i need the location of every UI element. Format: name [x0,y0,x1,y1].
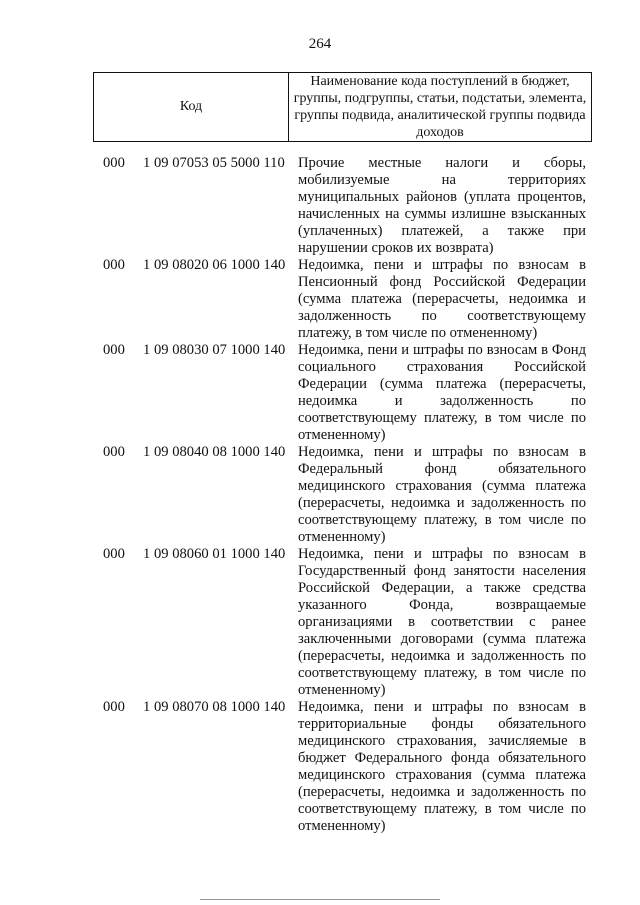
row-prefix: 000 [103,444,125,460]
row-description: Недоимка, пени и штрафы по взносам в Пенсионный фонд Российской Федерации (сумма платежа (перерасчеты, недоимка и задолженность по соответствующему платежу, в том числе по отмененному) [298,257,586,341]
table-row [0,257,640,342]
row-description: Недоимка, пени и штрафы по взносам в Фонд социального страхования Российской Федерации (сумма платежа (перерасчеты, недоимка и задолженность по соответствующему платежу, в том числе по отмененному) [298,342,586,443]
column-header-code: Код [94,73,289,142]
row-code: 1 09 08070 08 1000 140 [143,699,286,715]
table-row [0,342,640,444]
page-number: 264 [308,36,332,52]
scan-edge-line [200,899,440,900]
table-row [0,444,640,546]
table-row [0,155,640,257]
row-prefix: 000 [103,699,125,715]
column-header-name: Наименование кода поступлений в бюджет, группы, подгруппы, статьи, подстатьи, элемента, группы подвида, аналитической группы подвида доходов [289,73,592,142]
row-description: Недоимка, пени и штрафы по взносам в Федеральный фонд обязательного медицинского страхования (сумма платежа (перерасчеты, недоимка и задолженность по соответствующему платежу, в том числе по отмененному) [298,444,586,545]
table-row [0,546,640,699]
row-description: Недоимка, пени и штрафы по взносам в территориальные фонды обязательного медицинского страхования, зачисляемые в бюджет Федерального фонда обязательного медицинского страхования (сумма платежа (перерасчеты, недоимка и задолженность по соответствующему платежу, в том числе по отмененному) [298,699,586,834]
row-code: 1 09 08040 08 1000 140 [143,444,286,460]
row-description: Прочие местные налоги и сборы, мобилизуемые на территориях муниципальных районов (уплата процентов, начисленных на суммы излишне взысканных (уплаченных) платежей, а также при нарушении сроков их возврата) [298,155,586,256]
row-code: 1 09 08060 01 1000 140 [143,546,286,562]
row-prefix: 000 [103,155,125,171]
table-header [93,72,592,142]
row-description: Недоимка, пени и штрафы по взносам в Государственный фонд занятости населения Российской Федерации, а также средства указанного Фонда, возвращаемые организациями в соответствии с ранее заключенными договорами (сумма платежа (перерасчеты, недоимка и задолженность по соответствующему платежу, в том числе по отмененному) [298,546,586,698]
table-row [0,699,640,835]
row-prefix: 000 [103,342,125,358]
row-code: 1 09 08020 06 1000 140 [143,257,286,273]
income-code-list [0,155,640,835]
row-prefix: 000 [103,546,125,562]
row-code: 1 09 08030 07 1000 140 [143,342,286,358]
row-prefix: 000 [103,257,125,273]
row-code: 1 09 07053 05 5000 110 [143,155,285,171]
